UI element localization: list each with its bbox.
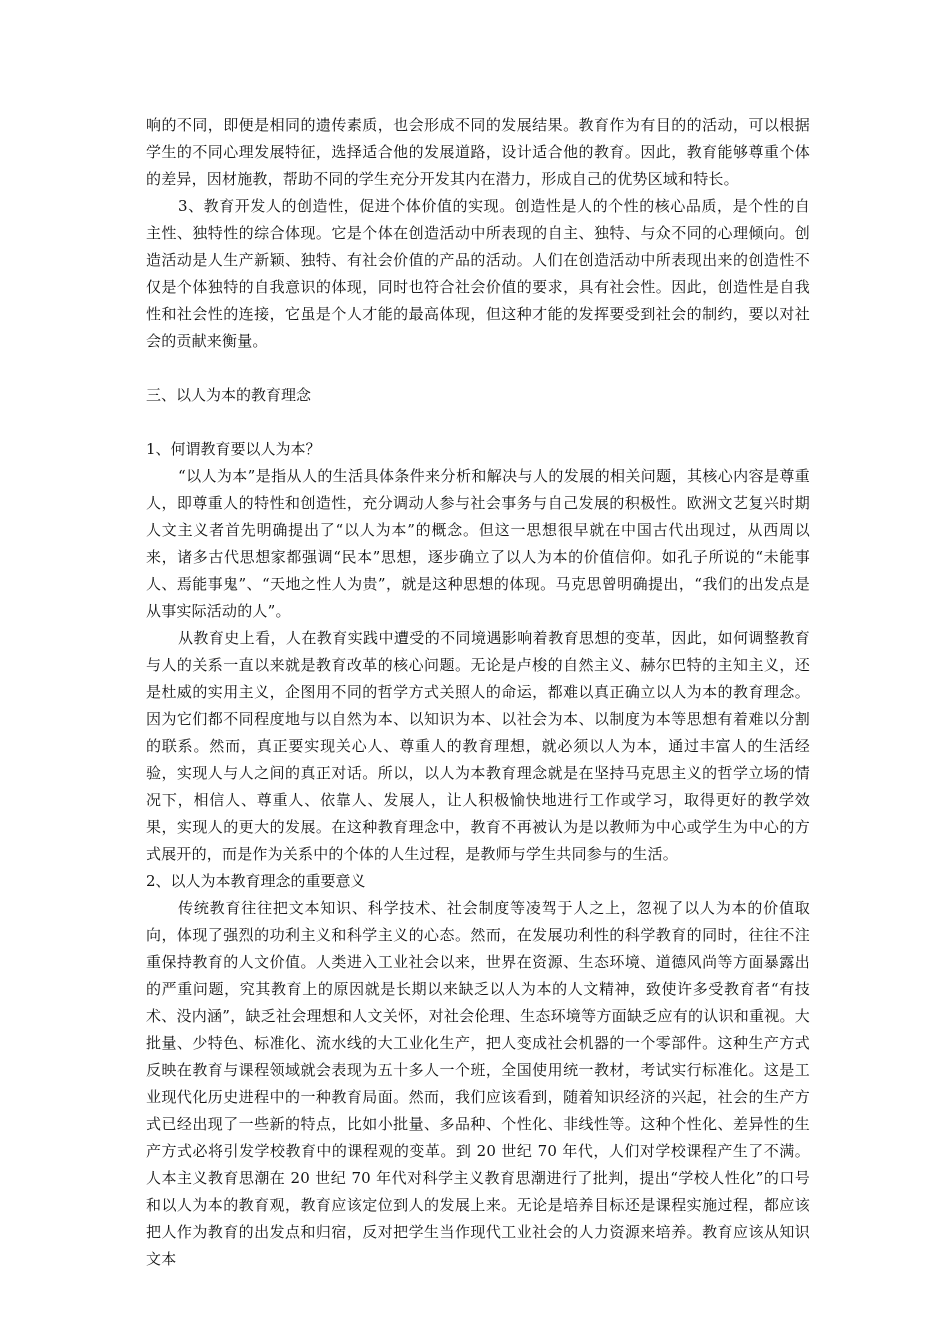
paragraph-individual-differences: 响的不同，即便是相同的遗传素质，也会形成不同的发展结果。教育作为有目的的活动，可以根据学生的不同心理发展特征，选择适合他的发展道路，设计适合他的教育。因此，教育能够尊重个体的差异，因材施教，帮助不同的学生充分开发其内在潜力，形成自己的优势区域和特长。 [146,116,810,188]
paragraph-creativity: 3、教育开发人的创造性，促进个体价值的实现。创造性是人的个性的核心品质，是个性的自主性、独特性的综合体现。它是个体在创造活动中所表现的自主、独特、与众不同的心理倾向。创造活动是人生产新颖、独特、有社会价值的产品的活动。人们在创造活动中所表现出来的创造性不仅是个体独特的自我意识的体现，同时也符合社会价值的要求，具有社会性。因此，创造性是自我性和社会性的连接，它虽是个人才能的最高体现，但这种才能的发挥要受到社会的制约，要以对社会的贡献来衡量。 [146,197,810,350]
paragraph-traditional-education: 传统教育往往把文本知识、科学技术、社会制度等凌驾于人之上，忽视了以人为本的价值取向，体现了强烈的功利主义和科学主义的心态。然而，在发展功利性的科学教育的同时，往往不注重保持教育的人文价值。人类进入工业社会以来，世界在资源、生态环境、道德风尚等方面暴露出的严重问题，究其教育上的原因就是长期以来缺乏以人为本的人文精神，致使许多受教育者“有技术、没内涵”，缺乏社会理想和人文关怀，对社会伦理、生态环境等方面缺乏应有的认识和重视。大批量、少特色、标准化、流水线的大工业化生产，把人变成社会机器的一个零部件。这种生产方式反映在教育与课程领域就会表现为五十多人一个班，全国使用统一教材，考试实行标准化。这是工业现代化历史进程中的一种教育局面。然而，我们应该看到，随着知识经济的兴起，社会的生产方式已经出现了一些新的特点，比如小批量、多品种、个性化、非线性等。这种个性化、差异性的生产方式必将引发学校教育中的课程观的变革。到 20 世纪 70 年代，人们对学校课程产生了不满。人本主义教育思潮在 20 世纪 70 年代对科学主义教育思潮进行了批判，提出“学校人性化”的口号和以人为本的教育观，教育应该定位到人的发展上来。无论是培养目标还是课程实施过程，都应该把人作为教育的出发点和归宿，反对把学生当作现代工业社会的人力资源来培养。教育应该从知识文本 [146,899,810,1268]
paragraph-education-history: 从教育史上看，人在教育实践中遭受的不同境遇影响着教育思想的变革，因此，如何调整教育与人的关系一直以来就是教育改革的核心问题。无论是卢梭的自然主义、赫尔巴特的主知主义，还是杜威的实用主义，企图用不同的哲学方式关照人的命运，都难以真正确立以人为本的教育理念。因为它们都不同程度地与以自然为本、以知识为本、以社会为本、以制度为本等思想有着难以分割的联系。然而，真正要实现关心人、尊重人的教育理想，就必须以人为本，通过丰富人的生活经验，实现人与人之间的真正对话。所以，以人为本教育理念就是在坚持马克思主义的哲学立场的情况下，相信人、尊重人、依靠人、发展人，让人积极愉快地进行工作或学习，取得更好的教学效果，实现人的更大的发展。在这种教育理念中，教育不再被认为是以教师为中心或学生为中心的方式展开的，而是作为关系中的个体的人生过程，是教师与学生共同参与的生活。 [146,629,810,863]
section-heading-3: 三、以人为本的教育理念 [146,386,312,404]
subheading-what-is-human-centered: 1、何谓教育要以人为本？ [146,440,321,458]
spacer [146,409,810,436]
spacer [146,355,810,382]
document-page [146,112,810,1273]
paragraph-human-centered-definition: “以人为本”是指从人的生活具体条件来分析和解决与人的发展的相关问题，其核心内容是尊重人，即尊重人的特性和创造性，充分调动人参与社会事务与自己发展的积极性。欧洲文艺复兴时期人文主义者首先明确提出了“以人为本”的概念。但这一思想很早就在中国古代出现过，从西周以来，诸多古代思想家都强调“民本”思想，逐步确立了以人为本的价值信仰。如孔子所说的“未能事人、焉能事鬼”、“天地之性人为贵”，就是这种思想的体现。马克思曾明确提出，“我们的出发点是从事实际活动的人”。 [146,467,810,620]
subheading-significance: 2、以人为本教育理念的重要意义 [146,872,366,890]
